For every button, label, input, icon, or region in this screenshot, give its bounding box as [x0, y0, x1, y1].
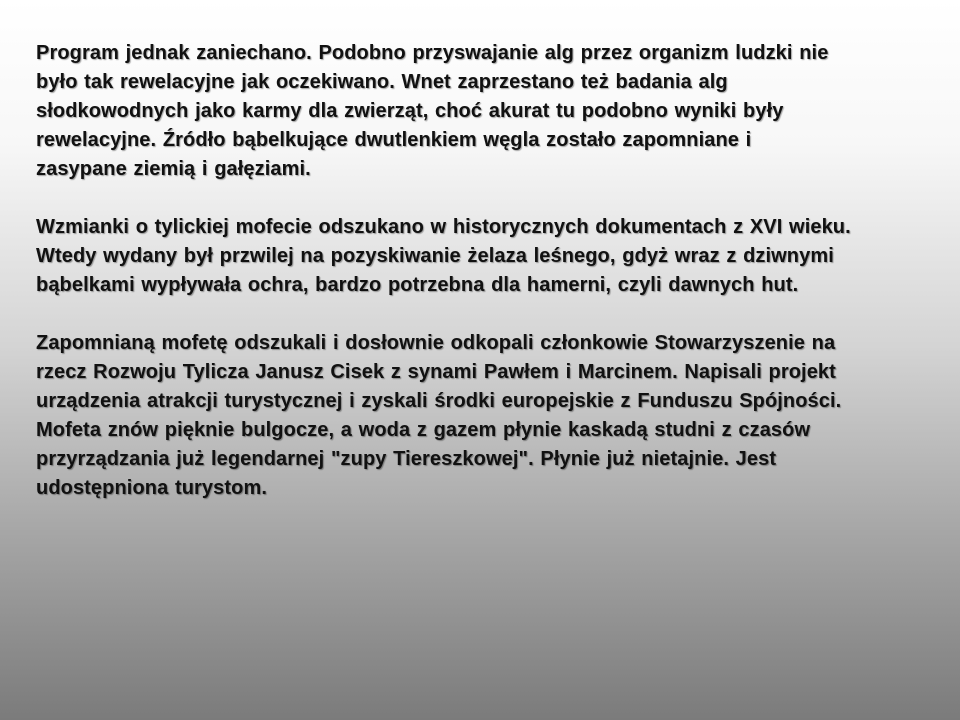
text-line: było tak rewelacyjne jak oczekiwano. Wnet zaprzestano też badania alg [36, 71, 728, 93]
text-line: Mofeta znów pięknie bulgocze, a woda z gazem płynie kaskadą studni z czasów [36, 419, 811, 441]
text-line: udostępniona turystom. [36, 477, 267, 499]
text-line: rzecz Rozwoju Tylicza Janusz Cisek z synami Pawłem i Marcinem. Napisali projekt [36, 361, 836, 383]
text-line: słodkowodnych jako karmy dla zwierząt, choć akurat tu podobno wyniki były [36, 100, 784, 122]
paragraph-rediscovery [36, 329, 936, 503]
paragraph-history [36, 213, 936, 300]
text-line: Wtedy wydany był przwilej na pozyskiwanie żelaza leśnego, gdyż wraz z dziwnymi [36, 245, 834, 267]
text-line: Zapomnianą mofetę odszukali i dosłownie odkopali członkowie Stowarzyszenie na [36, 332, 836, 354]
slide-text-body [36, 39, 936, 532]
text-line: rewelacyjne. Źródło bąbelkujące dwutlenkiem węgla zostało zapomniane i [36, 129, 752, 151]
paragraph-algae-program [36, 39, 936, 184]
text-line: Program jednak zaniechano. Podobno przyswajanie alg przez organizm ludzki nie [36, 42, 829, 64]
text-line: bąbelkami wypływała ochra, bardzo potrzebna dla hamerni, czyli dawnych hut. [36, 274, 799, 296]
text-line: przyrządzania już legendarnej "zupy Tiereszkowej". Płynie już nietajnie. Jest [36, 448, 777, 470]
text-line: zasypane ziemią i gałęziami. [36, 158, 311, 180]
text-line: Wzmianki o tylickiej mofecie odszukano w historycznych dokumentach z XVI wieku. [36, 216, 851, 238]
text-line: urządzenia atrakcji turystycznej i zyskali środki europejskie z Funduszu Spójności. [36, 390, 842, 412]
